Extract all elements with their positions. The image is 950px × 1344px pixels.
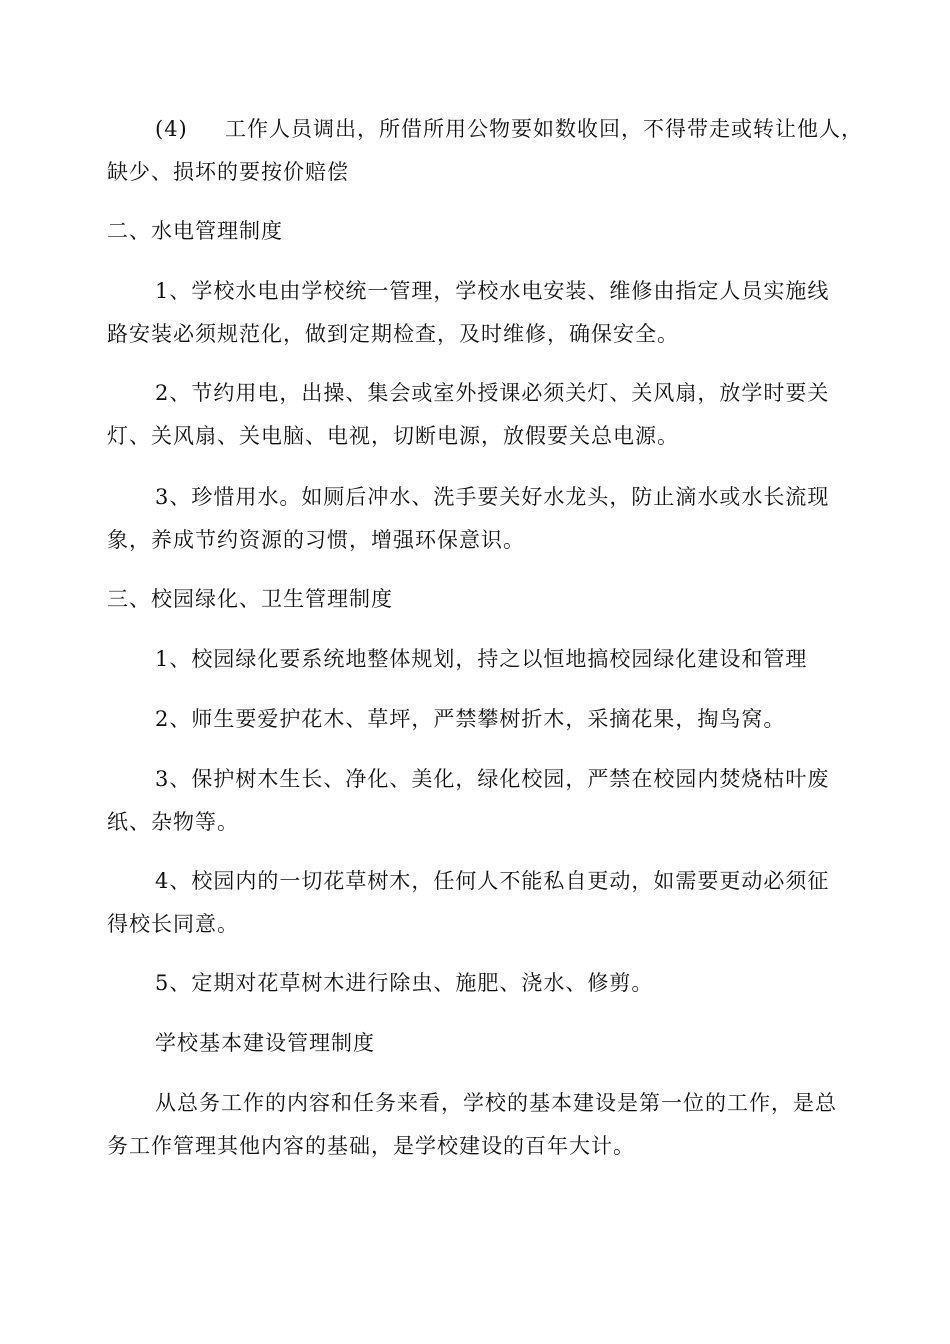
paragraph: [107, 372, 842, 458]
paragraph-line: 得校长同意。: [107, 912, 239, 936]
paragraph-line: 2、节约用电，出操、集会或室外授课必须关灯、关风扇，放学时要关: [155, 381, 830, 405]
paragraph-line: 路安装必须规范化，做到定期检查，及时维修，确保安全。: [107, 322, 679, 346]
paragraph-line: [107, 108, 863, 151]
paragraph: [107, 698, 842, 741]
paragraph-line: 象，养成节约资源的习惯，增强环保意识。: [107, 528, 525, 552]
paragraph: [107, 270, 842, 356]
paragraph-line: 3、珍惜用水。如厕后冲水、洗手要关好水龙头，防止滴水或水长流现: [155, 485, 830, 509]
paragraph-line: 1、校园绿化要系统地整体规划，持之以恒地搞校园绿化建设和管理: [155, 647, 808, 671]
paragraph-line: 5、定期对花草树木进行除虫、施肥、浇水、修剪。: [155, 971, 654, 995]
section-heading: [107, 210, 842, 253]
paragraph: [107, 758, 842, 844]
heading-text: 学校基本建设管理制度: [155, 1031, 375, 1055]
paragraph-line: 3、保护树木生长、净化、美化，绿化校园，严禁在校园内焚烧枯叶废: [155, 767, 830, 791]
paragraph-line: 从总务工作的内容和任务来看，学校的基本建设是第一位的工作，是总: [155, 1091, 837, 1115]
paragraph: [107, 1082, 842, 1168]
paragraph-line: 1、学校水电由学校统一管理，学校水电安装、维修由指定人员实施线: [155, 279, 830, 303]
paragraph-item-4: [107, 108, 863, 194]
paragraph: [107, 962, 842, 1005]
paragraph: [107, 476, 842, 562]
paragraph-line: 4、校园内的一切花草树木，任何人不能私自更动，如需要更动必须征: [155, 869, 830, 893]
heading-text: 二、水电管理制度: [107, 219, 283, 243]
paragraph: [107, 638, 842, 681]
heading-text: 三、校园绿化、卫生管理制度: [107, 587, 393, 611]
paragraph-line: 2、师生要爱护花木、草坪，严禁攀树折木，采摘花果，掏鸟窝。: [155, 707, 786, 731]
paragraph-line: 灯、关风扇、关电脑、电视，切断电源，放假要关总电源。: [107, 424, 679, 448]
paragraph-line: 缺少、损坏的要按价赔偿: [107, 160, 349, 184]
list-number: (4): [155, 117, 188, 141]
paragraph-line: 纸、杂物等。: [107, 810, 239, 834]
paragraph: [107, 860, 842, 946]
section-heading: [107, 578, 842, 621]
paragraph-line: 务工作管理其他内容的基础，是学校建设的百年大计。: [107, 1134, 635, 1158]
text-run: 工作人员调出，所借所用公物要如数收回，不得带走或转让他人，: [225, 117, 863, 141]
subsection-title: [107, 1022, 842, 1065]
